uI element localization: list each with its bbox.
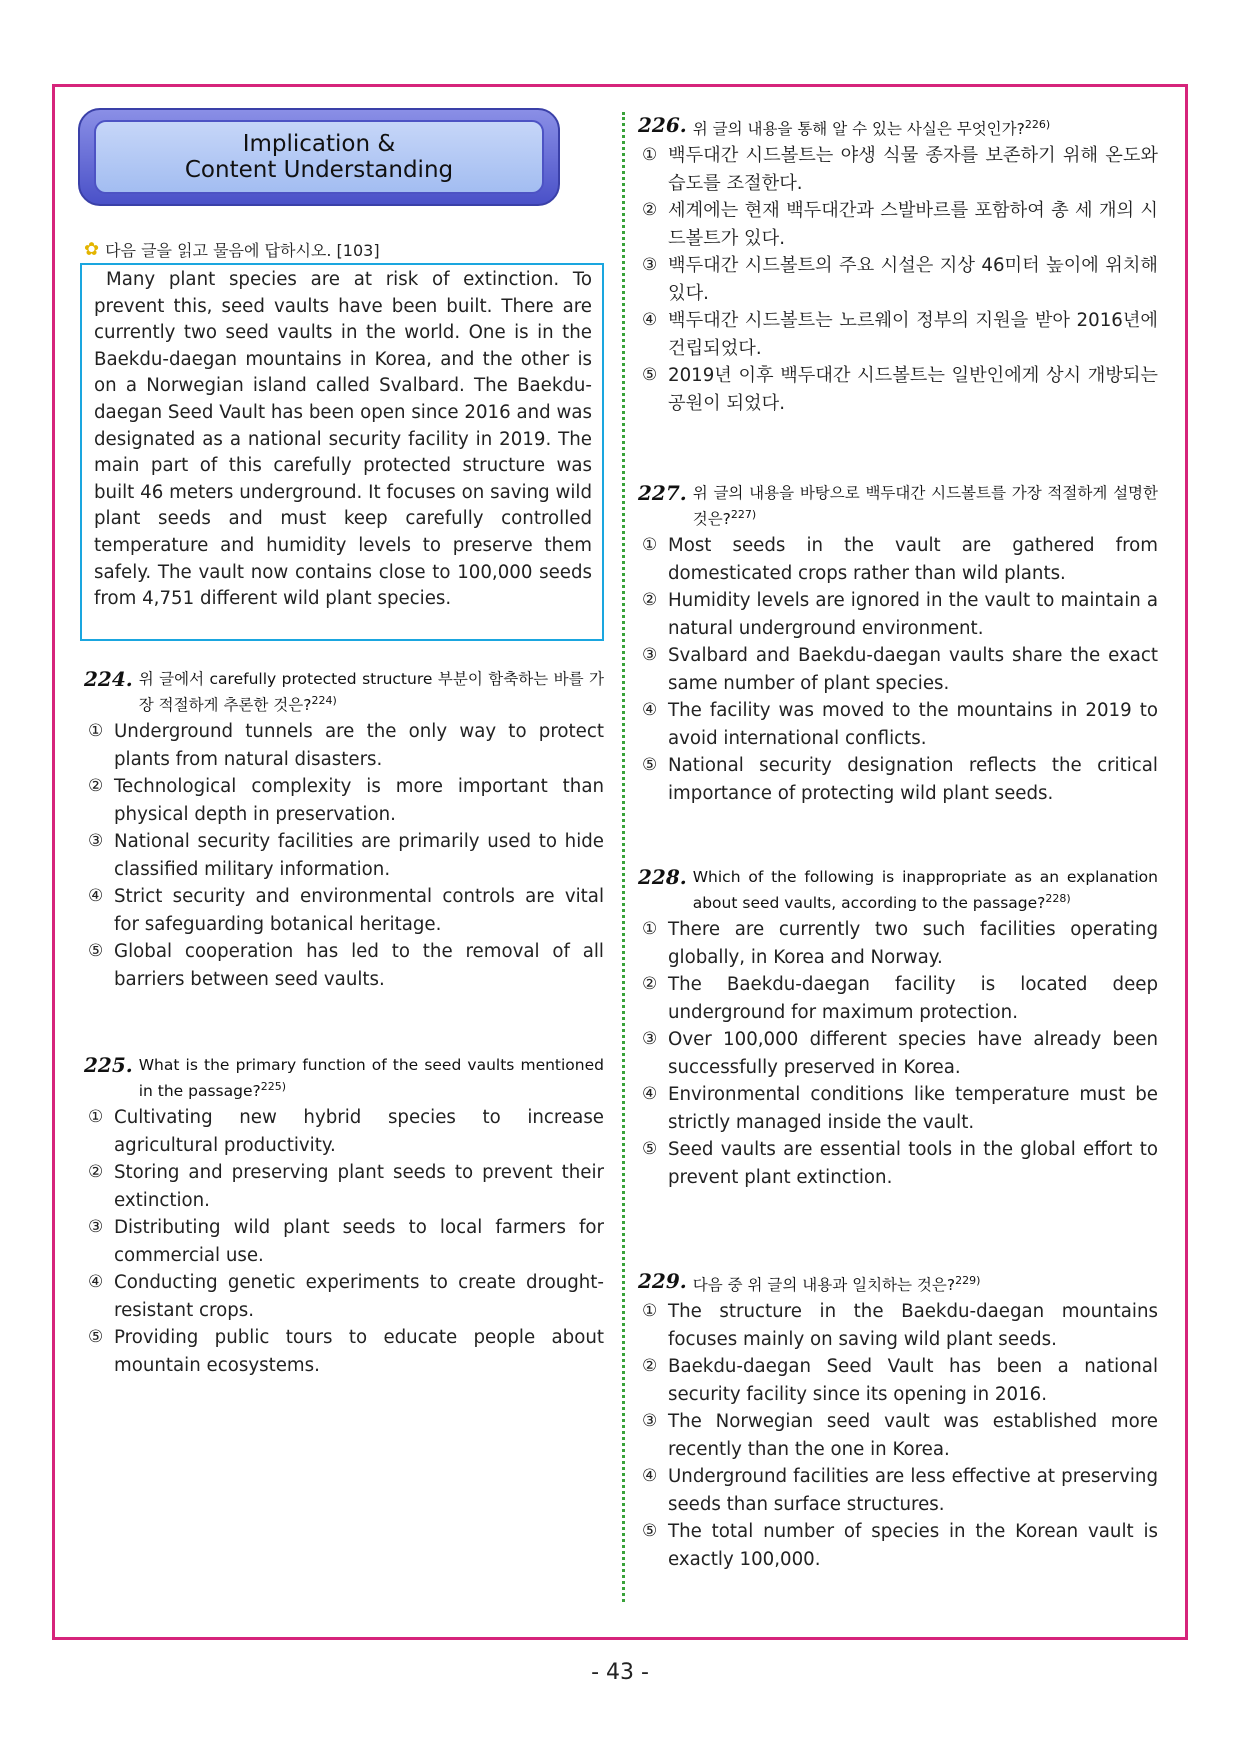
option-list	[84, 1104, 604, 1379]
option-list	[84, 718, 604, 993]
section-title-badge	[78, 108, 560, 206]
option-marker: ③	[642, 1029, 658, 1050]
option-text: 백두대간 시드볼트는 노르웨이 정부의 지원을 받아 2016년에 건립되었다.	[668, 310, 1158, 359]
option-marker: ②	[642, 590, 658, 611]
option-text: The Norwegian seed vault was established more recently than the one in Korea.	[668, 1411, 1158, 1460]
question-header	[638, 1270, 1158, 1296]
option-marker: ④	[88, 886, 104, 907]
option-marker: ①	[88, 1107, 104, 1128]
option-text: The structure in the Baekdu-daegan mountains focuses mainly on saving wild plant seeds.	[668, 1301, 1158, 1350]
option-marker: ②	[642, 1356, 658, 1377]
question-header	[638, 866, 1158, 914]
page-number: - 43 -	[591, 1660, 649, 1685]
instruction-text: 다음 글을 읽고 물음에 답하시오. [103]	[105, 241, 380, 260]
option-marker: ③	[642, 645, 658, 666]
passage-text: Many plant species are at risk of extinction. To prevent this, seed vaults have been built. There are currently two seed vaults in the world. One is in the Baekdu-daegan mountains in Korea, and the other is on a Norwegian island called Svalbard. The Baekdu-daegan Seed Vault has been open since 2016 and was designated as a national security facility in 2019. The main part of this carefully protected structure was built 46 meters underground. It focuses on saving wild plant seeds and must keep carefully controlled temperature and humidity levels to preserve them safely. The vault now contains close to 100,000 seeds from 4,751 different wild plant species.	[94, 269, 592, 610]
option-3[interactable]	[84, 1214, 604, 1269]
option-text: Humidity levels are ignored in the vault to maintain a natural underground environment.	[668, 590, 1158, 639]
option-marker: ⑤	[88, 941, 104, 962]
option-text: Environmental conditions like temperature must be strictly managed inside the vault.	[668, 1084, 1158, 1133]
option-marker: ③	[642, 1411, 658, 1432]
option-marker: ④	[642, 1084, 658, 1105]
option-3[interactable]	[638, 642, 1158, 697]
question-stem: Which of the following is inappropriate as an explanation about seed vaults, according to the passage?$^{228)}$	[692, 868, 1158, 913]
option-1[interactable]	[638, 916, 1158, 971]
option-marker: ④	[642, 700, 658, 721]
option-5[interactable]	[638, 1518, 1158, 1573]
option-marker: ④	[642, 1466, 658, 1487]
option-2[interactable]	[638, 1353, 1158, 1408]
option-marker: ⑤	[642, 1139, 658, 1160]
option-4[interactable]	[638, 697, 1158, 752]
footnote-ref: 226)	[1024, 118, 1051, 131]
option-4[interactable]	[638, 1081, 1158, 1136]
option-text: Underground facilities are less effective at preserving seeds than surface structures.	[668, 1466, 1158, 1515]
question-stem: 다음 중 위 글의 내용과 일치하는 것은?$^{229)}$	[692, 1274, 981, 1295]
footnote-ref: 224)	[311, 694, 337, 707]
option-2[interactable]	[638, 587, 1158, 642]
passage-box	[80, 263, 604, 641]
flower-icon: ✿	[84, 239, 100, 260]
option-text: Seed vaults are essential tools in the global effort to prevent plant extinction.	[668, 1139, 1158, 1188]
option-1[interactable]	[84, 718, 604, 773]
option-marker: ⑤	[642, 365, 658, 386]
question-stem: What is the primary function of the seed vaults mentioned in the passage?$^{225)}$	[138, 1056, 604, 1101]
option-5[interactable]	[84, 938, 604, 993]
option-2[interactable]	[84, 773, 604, 828]
option-4[interactable]	[638, 1463, 1158, 1518]
footnote-ref: 227)	[730, 508, 757, 521]
option-list	[638, 916, 1158, 1191]
option-text: Over 100,000 different species have already been successfully preserved in Korea.	[668, 1029, 1158, 1078]
option-5[interactable]	[638, 1136, 1158, 1191]
option-marker: ⑤	[88, 1327, 104, 1348]
option-text: Global cooperation has led to the removal of all barriers between seed vaults.	[114, 941, 604, 990]
question-228	[638, 866, 1158, 1191]
column-divider	[622, 112, 625, 1602]
option-3[interactable]	[638, 252, 1158, 307]
option-2[interactable]	[638, 971, 1158, 1026]
option-marker: ⑤	[642, 1521, 658, 1542]
option-text: 2019년 이후 백두대간 시드볼트는 일반인에게 상시 개방되는 공원이 되었다.	[668, 365, 1158, 414]
footnote-ref: 225)	[260, 1080, 287, 1093]
option-text: The total number of species in the Korean vault is exactly 100,000.	[668, 1521, 1158, 1570]
option-text: 백두대간 시드볼트의 주요 시설은 지상 46미터 높이에 위치해 있다.	[668, 255, 1158, 304]
footnote-ref: 229)	[955, 1274, 981, 1287]
option-4[interactable]	[84, 1269, 604, 1324]
option-5[interactable]	[84, 1324, 604, 1379]
footnote-ref: 228)	[1045, 892, 1071, 905]
option-marker: ②	[642, 974, 658, 995]
option-marker: ①	[642, 145, 658, 166]
option-marker: ①	[642, 1301, 658, 1322]
question-header	[638, 482, 1158, 530]
option-marker: ①	[88, 721, 104, 742]
option-2[interactable]	[84, 1159, 604, 1214]
option-1[interactable]	[84, 1104, 604, 1159]
option-marker: ⑤	[642, 755, 658, 776]
question-number: 224.	[84, 667, 133, 691]
option-1[interactable]	[638, 142, 1158, 197]
option-text: Most seeds in the vault are gathered from domesticated crops rather than wild plants.	[668, 535, 1158, 584]
option-marker: ②	[88, 776, 104, 797]
option-text: Distributing wild plant seeds to local farmers for commercial use.	[114, 1217, 604, 1266]
option-text: Conducting genetic experiments to create drought-resistant crops.	[114, 1272, 604, 1321]
option-text: Underground tunnels are the only way to protect plants from natural disasters.	[114, 721, 604, 770]
option-4[interactable]	[84, 883, 604, 938]
option-5[interactable]	[638, 362, 1158, 417]
question-number: 229.	[638, 1269, 687, 1293]
option-text: Baekdu-daegan Seed Vault has been a national security facility since its opening in 2016.	[668, 1356, 1158, 1405]
option-3[interactable]	[638, 1026, 1158, 1081]
option-4[interactable]	[638, 307, 1158, 362]
option-list	[638, 532, 1158, 807]
question-225	[84, 1054, 604, 1379]
option-text: Cultivating new hybrid species to increase agricultural productivity.	[114, 1107, 604, 1156]
option-text: Strict security and environmental controls are vital for safeguarding botanical heritage.	[114, 886, 604, 935]
question-229	[638, 1270, 1158, 1573]
question-number: 226.	[638, 113, 687, 137]
question-number: 227.	[638, 481, 687, 505]
option-1[interactable]	[638, 532, 1158, 587]
option-marker: ②	[88, 1162, 104, 1183]
section-title-inner	[94, 120, 544, 194]
option-marker: ③	[642, 255, 658, 276]
option-text: The Baekdu-daegan facility is located deep underground for maximum protection.	[668, 974, 1158, 1023]
question-number: 228.	[638, 865, 687, 889]
option-3[interactable]	[84, 828, 604, 883]
question-stem: 위 글의 내용을 통해 알 수 있는 사실은 무엇인가?$^{226)}$	[692, 118, 1051, 139]
question-227	[638, 482, 1158, 807]
question-226	[638, 114, 1158, 417]
option-list	[638, 1298, 1158, 1573]
option-marker: ②	[642, 200, 658, 221]
option-text: The facility was moved to the mountains in 2019 to avoid international conflicts.	[668, 700, 1158, 749]
option-list	[638, 142, 1158, 417]
instruction-line	[84, 238, 380, 261]
question-stem: 위 글의 내용을 바탕으로 백두대간 시드볼트를 가장 적절하게 설명한 것은?$^{227)}$	[692, 484, 1158, 529]
option-marker: ③	[88, 1217, 104, 1238]
question-number: 225.	[84, 1053, 133, 1077]
option-marker: ④	[642, 310, 658, 331]
option-text: Technological complexity is more important than physical depth in preservation.	[114, 776, 604, 825]
section-title: Implication & Content Understanding	[184, 131, 454, 183]
option-text: Storing and preserving plant seeds to prevent their extinction.	[114, 1162, 604, 1211]
option-5[interactable]	[638, 752, 1158, 807]
option-text: 세계에는 현재 백두대간과 스발바르를 포함하여 총 세 개의 시드볼트가 있다.	[668, 200, 1158, 249]
option-text: Svalbard and Baekdu-daegan vaults share the exact same number of plant species.	[668, 645, 1158, 694]
option-3[interactable]	[638, 1408, 1158, 1463]
option-marker: ④	[88, 1272, 104, 1293]
option-marker: ①	[642, 919, 658, 940]
option-2[interactable]	[638, 197, 1158, 252]
option-text: 백두대간 시드볼트는 야생 식물 종자를 보존하기 위해 온도와 습도를 조절한다.	[668, 145, 1158, 194]
question-224	[84, 668, 604, 993]
option-marker: ③	[88, 831, 104, 852]
option-text: There are currently two such facilities operating globally, in Korea and Norway.	[668, 919, 1158, 968]
option-text: National security facilities are primarily used to hide classified military information.	[114, 831, 604, 880]
option-text: Providing public tours to educate people about mountain ecosystems.	[114, 1327, 604, 1376]
option-marker: ①	[642, 535, 658, 556]
question-stem: 위 글에서 carefully protected structure 부분이 함축하는 바를 가장 적절하게 추론한 것은?$^{224)}$	[138, 670, 604, 715]
question-header	[84, 1054, 604, 1102]
question-header	[638, 114, 1158, 140]
option-1[interactable]	[638, 1298, 1158, 1353]
question-header	[84, 668, 604, 716]
option-text: National security designation reflects the critical importance of protecting wild plant seeds.	[668, 755, 1158, 804]
